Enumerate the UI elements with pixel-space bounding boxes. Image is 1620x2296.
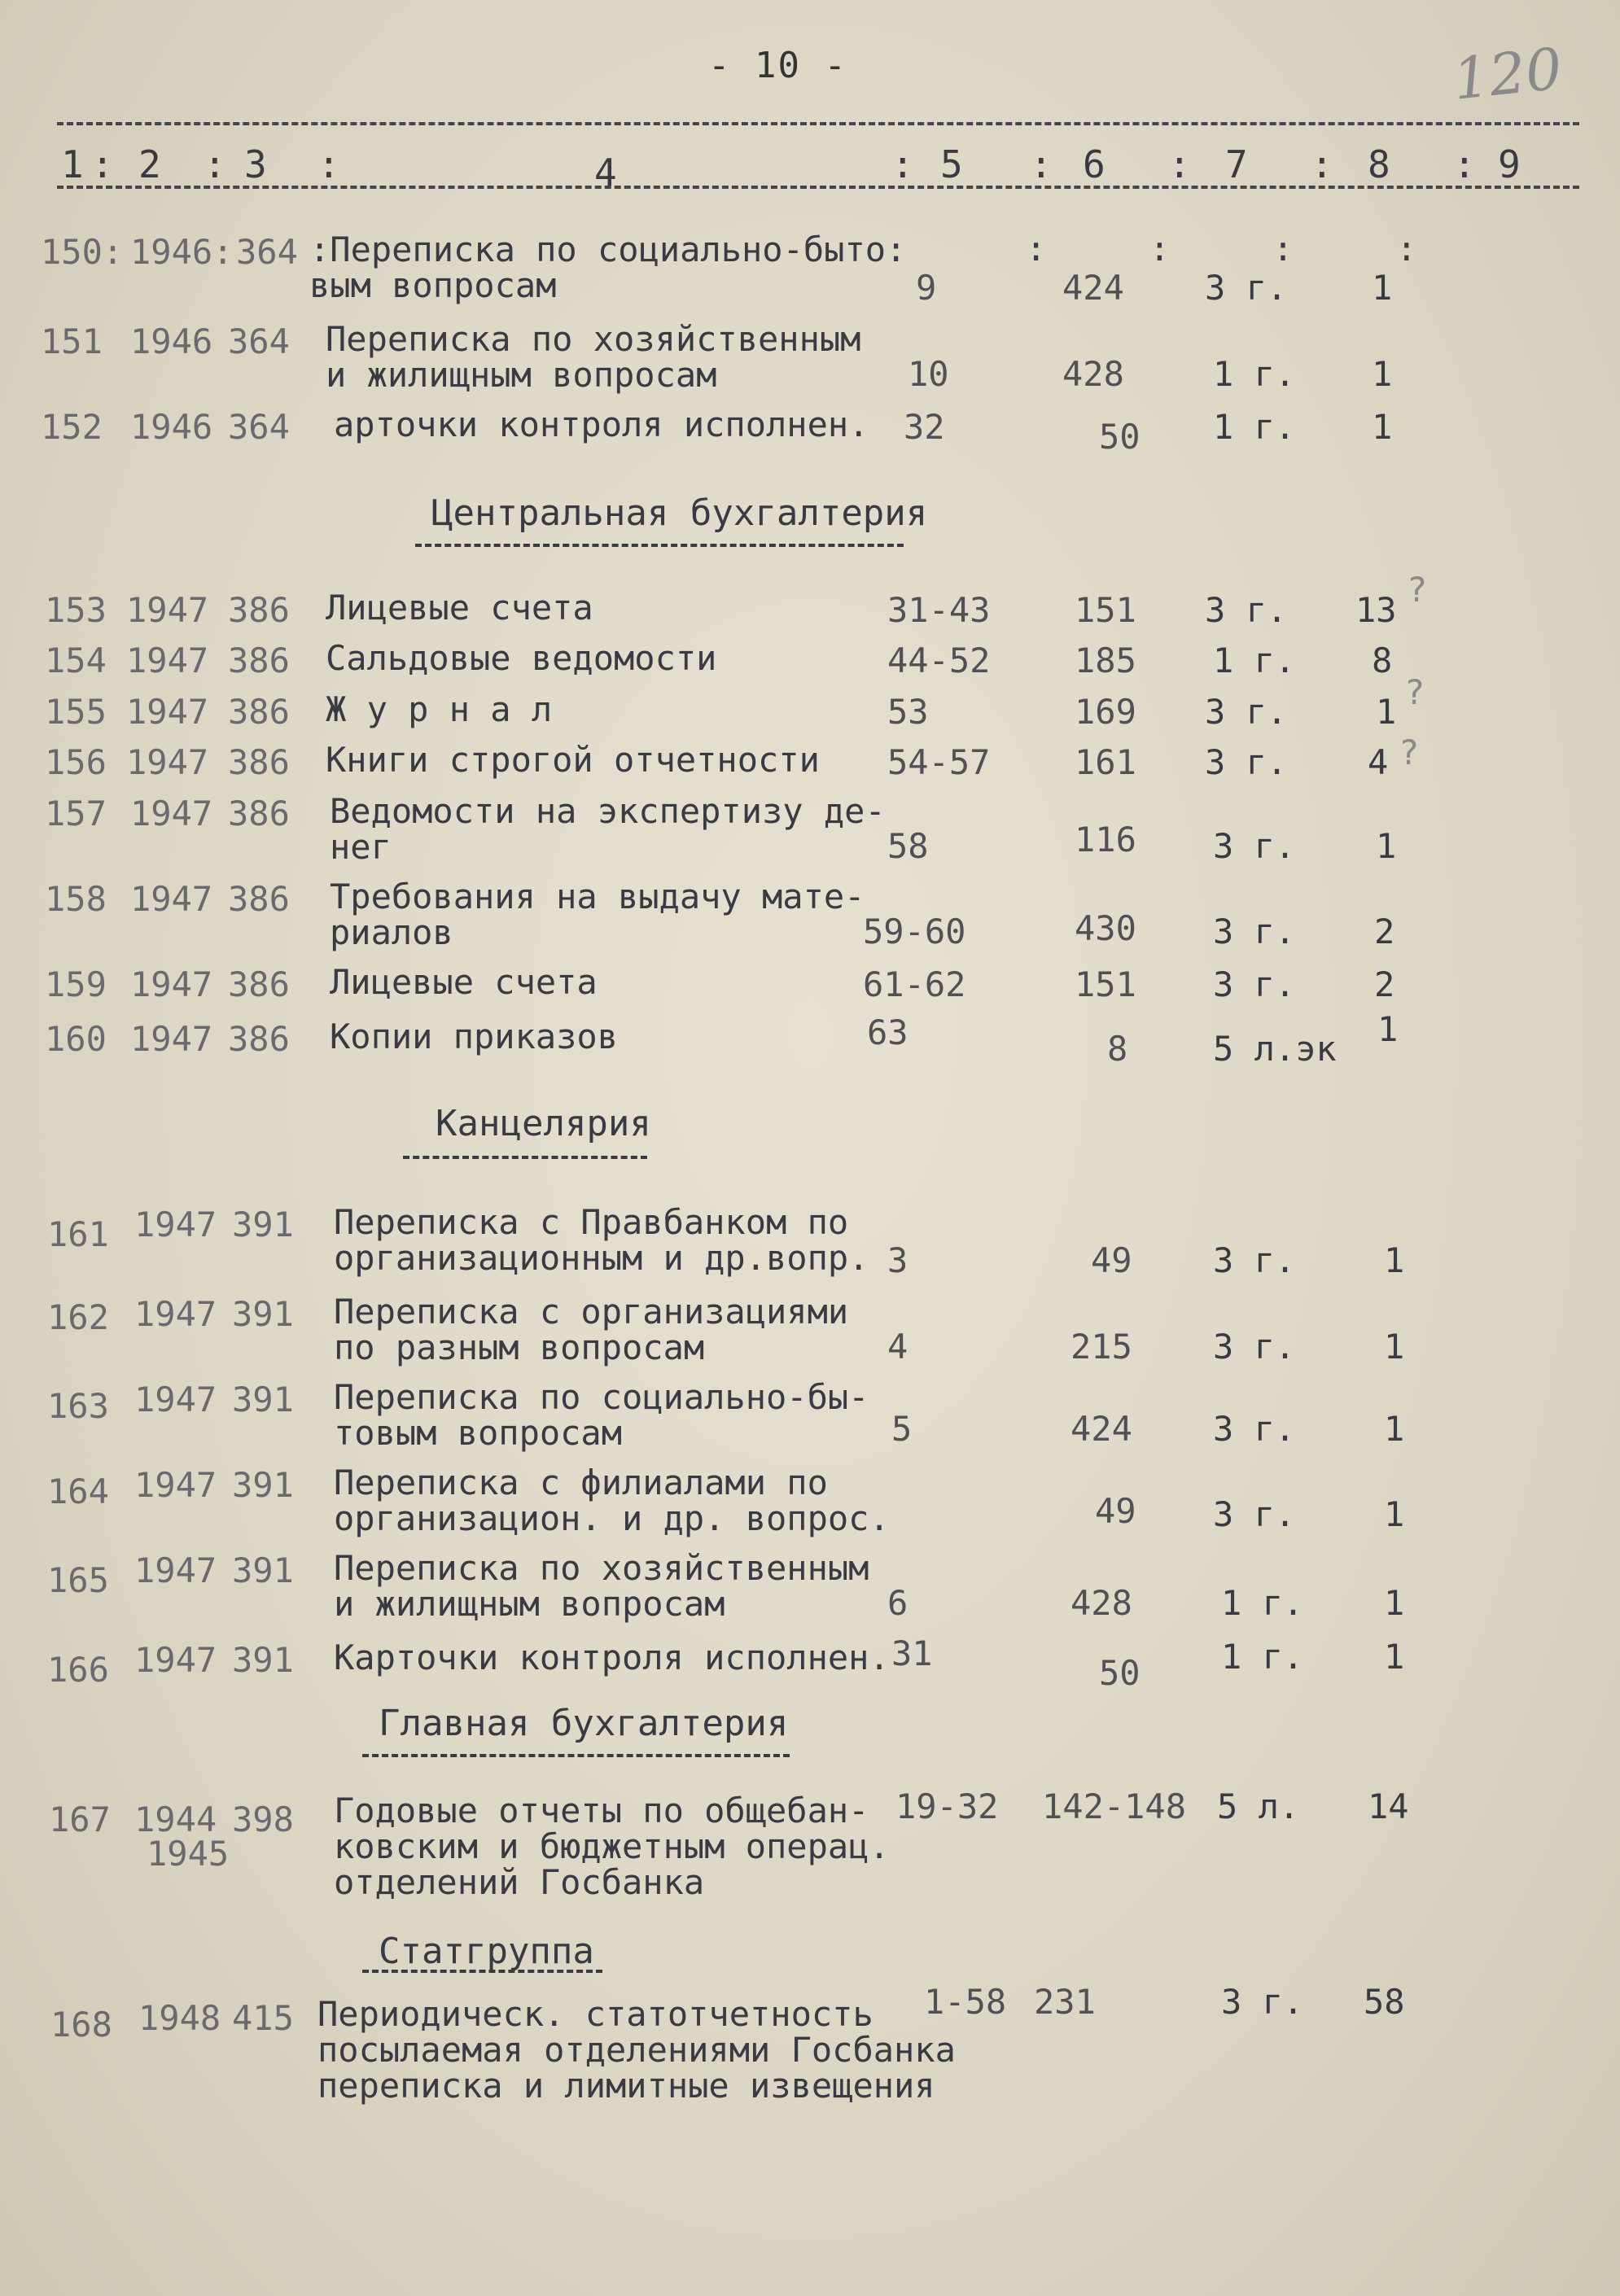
row-sheets: 54-57 [887, 742, 991, 782]
row-pages: 50 [1099, 417, 1141, 457]
row-count: 1 [1372, 354, 1393, 394]
row-term: 1 г. [1221, 1637, 1304, 1677]
row-sheets: 44-52 [887, 641, 991, 680]
row-count: 8 [1372, 641, 1393, 680]
row-pages: 428 [1071, 1583, 1132, 1623]
row-fond: 386 [228, 692, 290, 732]
row-year: 1947 [126, 590, 209, 630]
row-pages: 215 [1071, 1327, 1132, 1367]
row-sheets: 6 [887, 1583, 909, 1623]
row-title: Переписка с организациями по разным вопросам [334, 1292, 849, 1367]
row-year: 1947 [134, 1205, 217, 1244]
handwritten-question-mark: ? [1399, 733, 1420, 772]
row-title: Требования на выдачу мате- риалов [330, 877, 865, 952]
row-count: 1 [1376, 692, 1397, 732]
row-number: 153 [45, 590, 107, 630]
row-number: 156 [45, 742, 107, 782]
row-number: 158 [45, 879, 107, 919]
row-count: 2 [1374, 964, 1395, 1004]
col-header-7: 7 [1225, 142, 1248, 186]
row-term: 3 г. [1205, 268, 1288, 308]
row-fond: 386 [228, 879, 290, 919]
row-number: 154 [45, 641, 107, 680]
section-heading-main: Главная бухгалтерия [379, 1703, 789, 1744]
row-year: 1948 [138, 1998, 221, 2038]
col-header-2: 2 [138, 142, 161, 186]
row-sheets: 58 [887, 826, 929, 866]
row-fond: 364 [228, 407, 290, 447]
row-sheets: 53 [887, 692, 929, 732]
row-pages: 161 [1075, 742, 1136, 782]
row-column-separators: : : : : [1026, 229, 1417, 269]
col-header-5: 5 [940, 142, 963, 186]
row-year: 1946: [130, 232, 234, 272]
header-bottom-rule [57, 186, 1579, 189]
row-year: 1947 [130, 964, 213, 1004]
section-heading-stat: Статгруппа [379, 1931, 594, 1972]
row-sheets: 59-60 [863, 912, 966, 951]
row-number: 157 [45, 794, 107, 833]
row-count: 14 [1368, 1787, 1409, 1826]
handwritten-question-mark: ? [1407, 570, 1428, 610]
row-year: 1947 [126, 742, 209, 782]
row-count: 1 [1384, 1409, 1405, 1449]
col-header-1: 1 [61, 142, 84, 186]
row-term: 3 г. [1213, 826, 1296, 866]
row-sheets: 5 [891, 1409, 913, 1449]
row-fond: 391 [232, 1465, 294, 1505]
row-count: 1 [1377, 1009, 1399, 1049]
row-number: 152 [41, 407, 103, 447]
row-sheets: 3 [887, 1240, 909, 1280]
row-year: 1947 [130, 879, 213, 919]
row-fond: 386 [228, 1019, 290, 1059]
col-header-6: 6 [1083, 142, 1106, 186]
section-underline [362, 1970, 602, 1973]
row-count: 1 [1372, 268, 1393, 308]
row-number: 155 [45, 692, 107, 732]
row-title: Переписка с филиалами по организацион. и др. вопрос. [334, 1463, 890, 1538]
row-fond: 364 [236, 232, 298, 272]
row-count: 1 [1384, 1494, 1405, 1534]
row-pages: 424 [1062, 268, 1124, 308]
row-term: 1 г. [1221, 1583, 1304, 1623]
header-top-rule [57, 122, 1579, 125]
row-year: 1947 [130, 1019, 213, 1059]
row-title: Периодическ. статотчетность посылаемая отделениями Госбанка переписка и лимитные извещения [317, 1994, 956, 2106]
row-year: 1947 [134, 1380, 217, 1419]
col-sep: : [1311, 142, 1333, 186]
row-number: 151 [41, 321, 103, 361]
col-sep: : [91, 142, 114, 186]
row-sheets: 32 [904, 407, 945, 447]
row-number: 160 [45, 1019, 107, 1059]
row-title: Книги строгой отчетности [326, 740, 820, 780]
row-sheets: 10 [908, 354, 949, 394]
row-count: 1 [1384, 1327, 1405, 1367]
row-fond: 386 [228, 641, 290, 680]
section-heading-central: Центральная бухгалтерия [431, 492, 928, 534]
row-pages: 428 [1062, 354, 1124, 394]
row-number: 161 [47, 1214, 109, 1254]
row-title: арточки контроля исполнен. [334, 405, 869, 444]
row-count: 1 [1372, 407, 1393, 447]
row-number: 168 [50, 2005, 112, 2045]
row-fond: 386 [228, 964, 290, 1004]
row-pages: 49 [1095, 1491, 1136, 1531]
row-sheets: 31 [891, 1633, 933, 1673]
handwritten-question-mark: ? [1404, 672, 1425, 712]
row-fond: 386 [228, 742, 290, 782]
row-year: 1947 [134, 1465, 217, 1505]
row-fond: 386 [228, 590, 290, 630]
col-header-9: 9 [1498, 142, 1521, 186]
row-title: Лицевые счета [330, 962, 598, 1002]
row-year: 1947 [134, 1294, 217, 1334]
row-fond: 391 [232, 1550, 294, 1590]
row-pages: 49 [1091, 1240, 1132, 1280]
row-sheets: 61-62 [863, 964, 966, 1004]
row-number: 163 [47, 1386, 109, 1426]
row-fond: 391 [232, 1205, 294, 1244]
archive-number-handwritten: 120 [1450, 35, 1565, 113]
row-title: Переписка по социально-бы- товым вопросам [334, 1377, 869, 1453]
row-pages: 50 [1099, 1653, 1141, 1693]
row-sheets: 19-32 [895, 1787, 999, 1826]
row-term: 3 г. [1205, 692, 1288, 732]
row-number: 165 [47, 1560, 109, 1600]
col-sep: : [1168, 142, 1191, 186]
row-pages: 231 [1034, 1982, 1096, 2022]
row-pages: 151 [1075, 964, 1136, 1004]
row-number: 164 [47, 1472, 109, 1511]
row-count: 4 [1368, 742, 1389, 782]
row-count: 58 [1364, 1982, 1405, 2022]
row-year: 1944 [134, 1800, 217, 1839]
row-count: 1 [1384, 1583, 1405, 1623]
row-year: 1947 [134, 1640, 217, 1680]
col-sep: : [1453, 142, 1476, 186]
row-term: 1 г. [1213, 641, 1296, 680]
row-title: Переписка по хозяйственным и жилищным вопросам [334, 1548, 869, 1624]
row-pages: 424 [1071, 1409, 1132, 1449]
row-number: 167 [49, 1800, 111, 1839]
col-sep: : [1030, 142, 1053, 186]
row-fond: 415 [232, 1998, 294, 2038]
row-term: 5 л. [1217, 1787, 1300, 1826]
row-fond: 391 [232, 1294, 294, 1334]
section-heading-office: Канцелярия [436, 1103, 651, 1144]
row-number: 159 [45, 964, 107, 1004]
row-year: 1946 [130, 321, 213, 361]
row-term: 3 г. [1213, 1327, 1296, 1367]
section-underline [415, 544, 904, 547]
col-sep: : [317, 142, 340, 186]
row-term: 3 г. [1213, 964, 1296, 1004]
row-pages: 151 [1075, 590, 1136, 630]
row-count: 2 [1374, 912, 1395, 951]
row-title: Переписка с Правбанком по организационным и др.вопр. [334, 1202, 869, 1278]
row-term: 5 л.эк [1213, 1029, 1337, 1069]
col-sep: : [891, 142, 914, 186]
row-term: 3 г. [1205, 590, 1288, 630]
row-number: 150: [41, 232, 124, 272]
col-header-4: 4 [594, 151, 617, 195]
row-count: 1 [1384, 1240, 1405, 1280]
row-count: 13 [1355, 590, 1397, 630]
row-number: 166 [47, 1650, 109, 1690]
row-term: 3 г. [1213, 912, 1296, 951]
row-fond: 391 [232, 1380, 294, 1419]
row-year: 1947 [126, 641, 209, 680]
row-title: Копии приказов [330, 1017, 619, 1056]
row-title: Ж у р н а л [326, 689, 553, 729]
row-term: 3 г. [1205, 742, 1288, 782]
section-underline [403, 1156, 647, 1159]
row-term: 3 г. [1213, 1240, 1296, 1280]
row-title: Ведомости на экспертизу де- нег [330, 791, 886, 867]
row-fond: 364 [228, 321, 290, 361]
row-term: 3 г. [1213, 1409, 1296, 1449]
row-year: 1947 [130, 794, 213, 833]
row-pages: 8 [1107, 1029, 1128, 1069]
col-header-8: 8 [1368, 142, 1390, 186]
row-fond: 391 [232, 1640, 294, 1680]
row-pages: 142-148 [1042, 1787, 1187, 1826]
col-header-3: 3 [244, 142, 267, 186]
row-title: Карточки контроля исполнен. [334, 1638, 890, 1677]
row-sheets: 63 [867, 1012, 909, 1052]
row-sheets: 9 [916, 268, 937, 308]
row-year: 1946 [130, 407, 213, 447]
row-count: 1 [1384, 1637, 1405, 1677]
row-title: Переписка по хозяйственным и жилищным вопросам [326, 319, 861, 395]
row-term: 1 г. [1213, 354, 1296, 394]
row-fond: 398 [232, 1800, 294, 1839]
section-underline [362, 1754, 790, 1757]
row-count: 1 [1376, 826, 1397, 866]
row-year: 1947 [126, 692, 209, 732]
row-sheets: 4 [887, 1327, 909, 1367]
row-term: 1 г. [1213, 407, 1296, 447]
col-sep: : [204, 142, 226, 186]
row-title: :Переписка по социально-быто: вым вопросам [309, 230, 907, 305]
row-sheets: 31-43 [887, 590, 991, 630]
row-title: Сальдовые ведомости [326, 638, 717, 678]
row-title: Годовые отчеты по общебан- ковским и бюджетным операц. отделений Госбанка [334, 1791, 890, 1902]
row-pages: 430 [1075, 908, 1136, 948]
page-number: - 10 - [708, 45, 847, 86]
row-pages: 116 [1075, 820, 1136, 859]
row-title: Лицевые счета [326, 588, 593, 628]
row-year: 1947 [134, 1550, 217, 1590]
row-term: 3 г. [1221, 1982, 1304, 2022]
row-pages: 185 [1075, 641, 1136, 680]
row-number: 162 [47, 1297, 109, 1337]
row-pages: 169 [1075, 692, 1136, 732]
row-year-secondary: 1945 [147, 1834, 230, 1874]
row-sheets: 1-58 [924, 1982, 1007, 2022]
row-fond: 386 [228, 794, 290, 833]
row-term: 3 г. [1213, 1494, 1296, 1534]
